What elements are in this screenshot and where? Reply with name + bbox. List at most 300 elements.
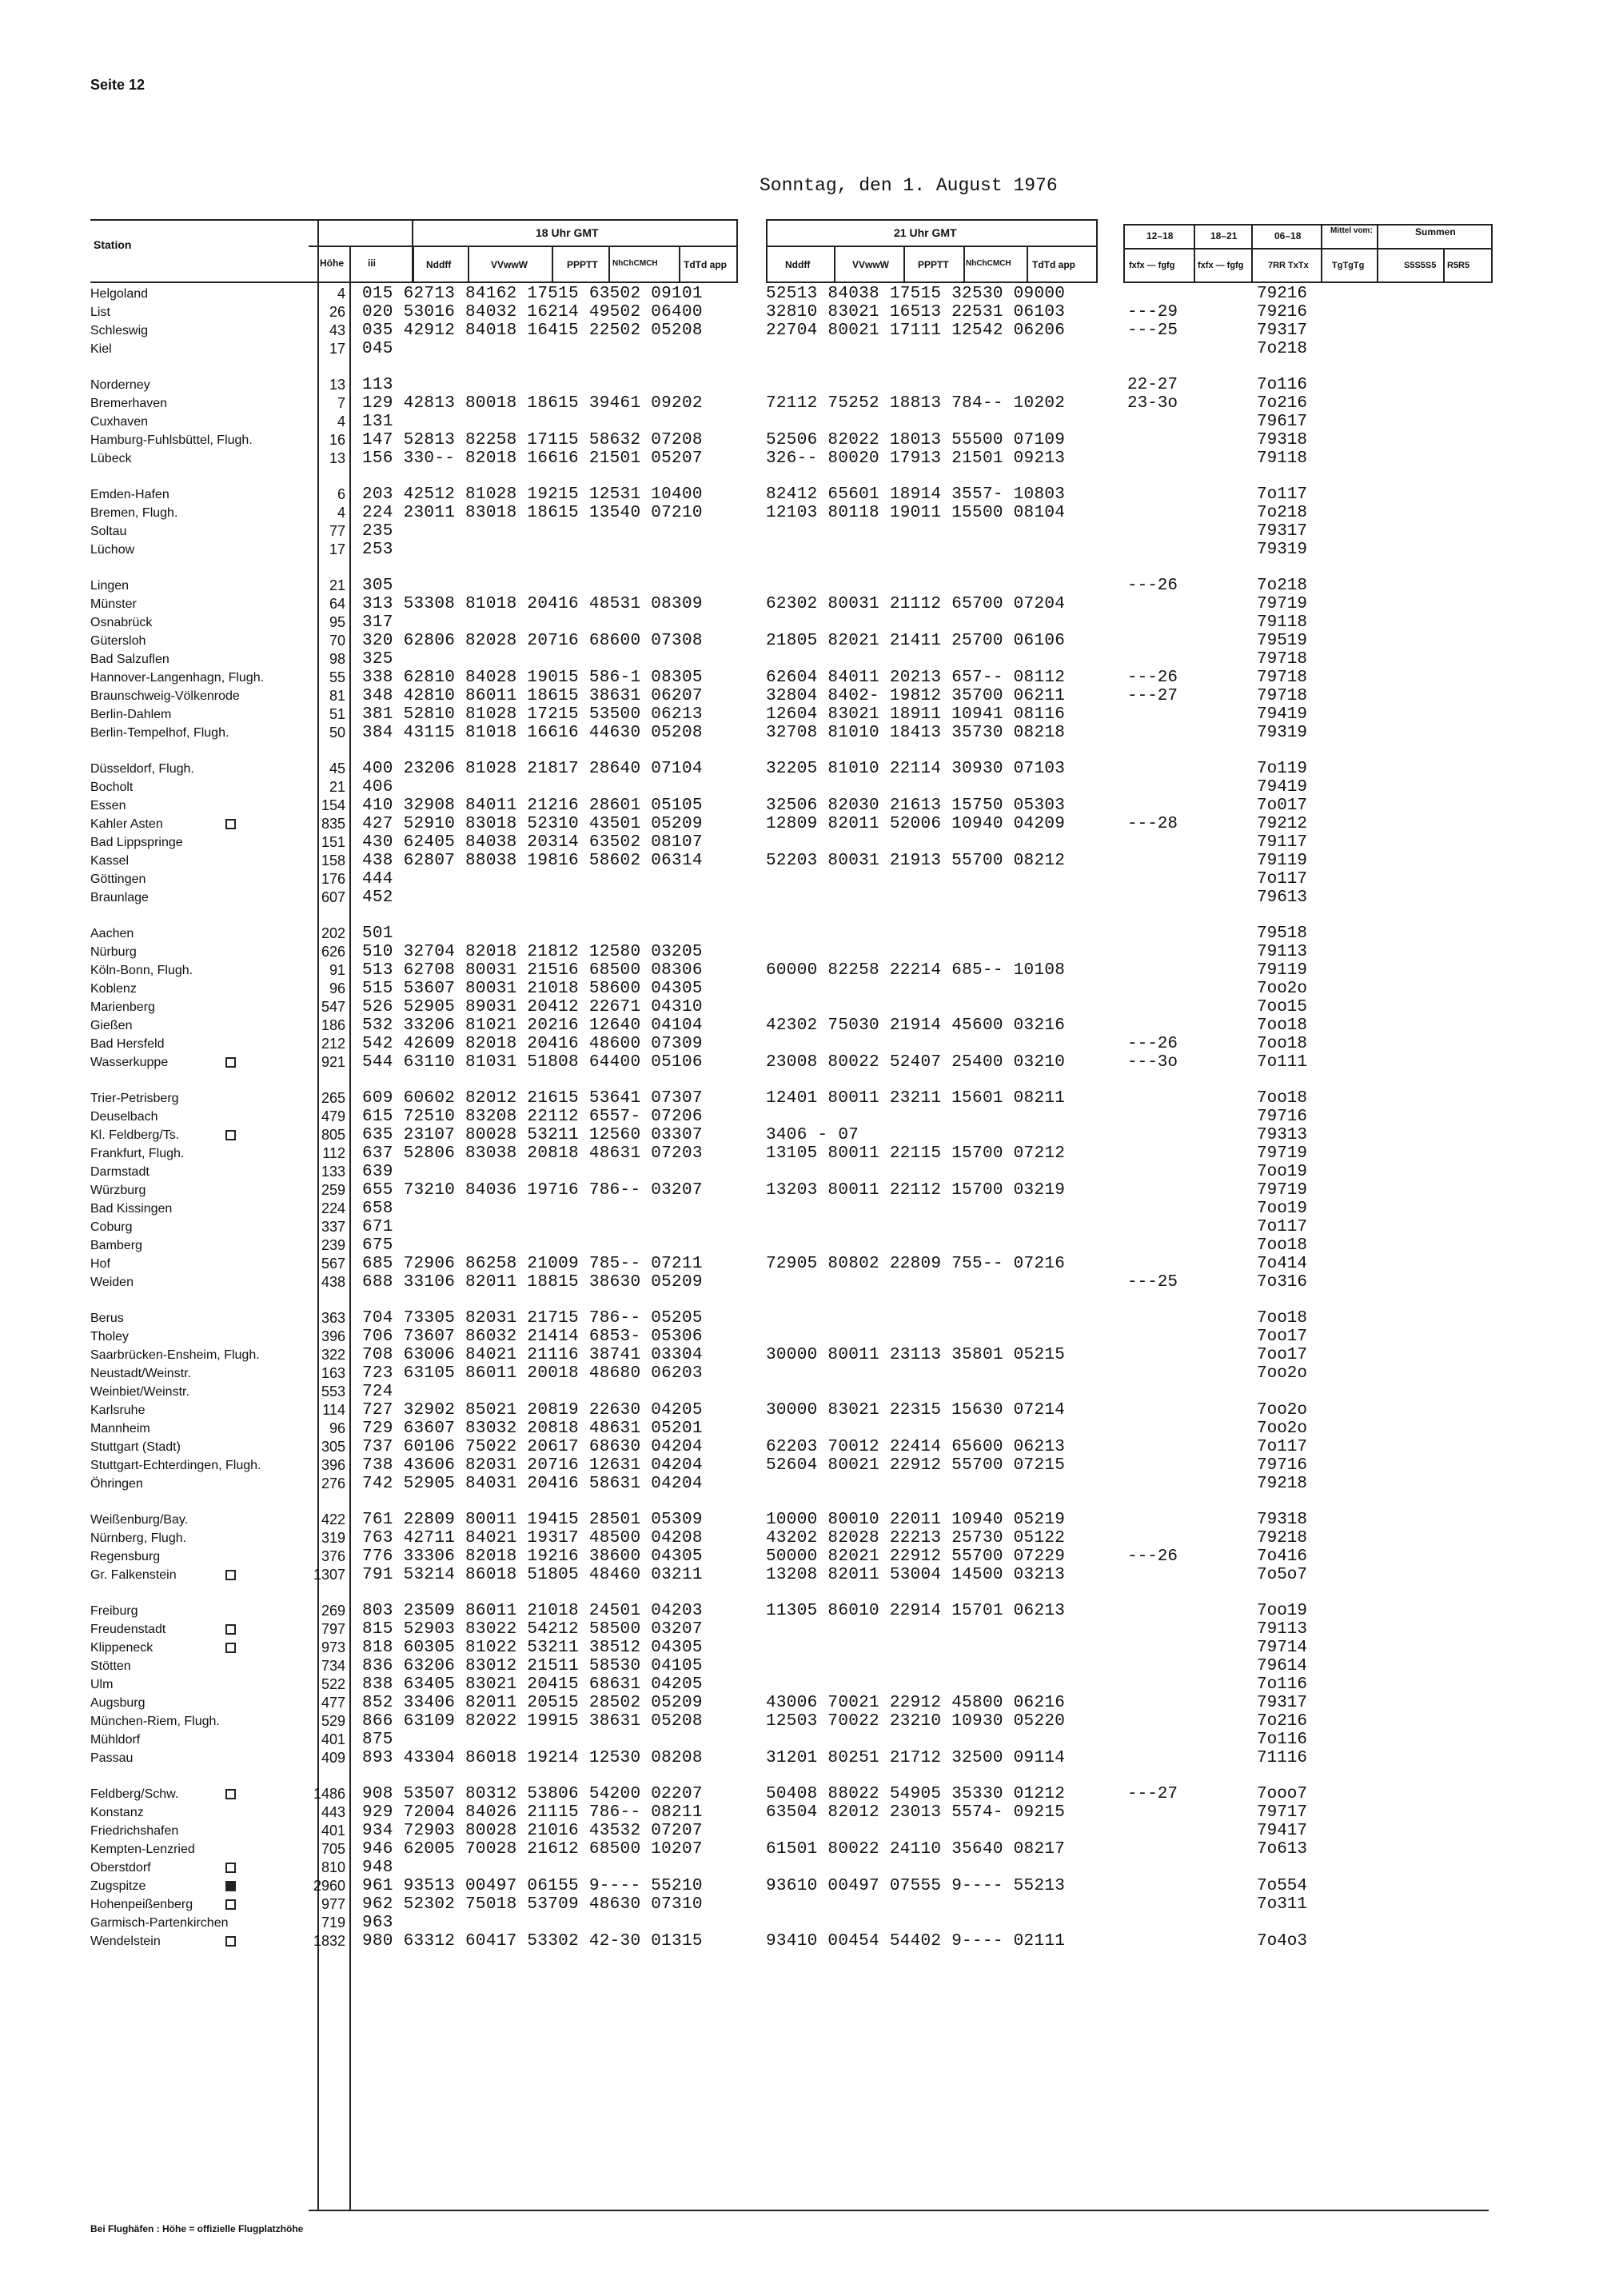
table-row — [0, 943, 1599, 961]
station-height: 719 — [321, 1915, 345, 1931]
obs-21-uhr: 50408 88022 54905 35330 01212 — [766, 1785, 1066, 1803]
station-name: Feldberg/Schw. — [90, 1787, 179, 1801]
obs-18-uhr: 384 43115 81018 16616 44630 05208 — [362, 724, 703, 742]
station-height: 6 — [337, 486, 345, 502]
mean-value: 79318 — [1257, 1511, 1308, 1529]
wind-gust-value: ---25 — [1127, 1273, 1178, 1292]
table-row — [0, 1053, 1599, 1072]
station-group — [0, 924, 1599, 1072]
obs-21-uhr: 13105 80011 22115 15700 07212 — [766, 1144, 1066, 1163]
station-height: 797 — [321, 1621, 345, 1637]
mean-value: 7oo19 — [1257, 1200, 1308, 1218]
table-row — [0, 504, 1599, 522]
station-height: 51 — [329, 706, 345, 722]
station-height: 96 — [329, 980, 345, 996]
obs-18-uhr: 948 — [362, 1859, 393, 1877]
station-height: 96 — [329, 1420, 345, 1436]
obs-18-uhr: 113 — [362, 376, 393, 394]
station-height: 21 — [329, 779, 345, 795]
table-row — [0, 376, 1599, 394]
obs-18-uhr: 803 23509 86011 21018 24501 04203 — [362, 1602, 703, 1620]
obs-18-uhr: 313 53308 81018 20416 48531 08309 — [362, 595, 703, 613]
station-name: Stuttgart-Echterdingen, Flugh. — [90, 1459, 261, 1472]
mean-value: 79613 — [1257, 888, 1308, 907]
station-height: 55 — [329, 669, 345, 685]
station-height: 91 — [329, 962, 345, 978]
station-name: Bamberg — [90, 1239, 142, 1252]
mean-value: 7oo2o — [1257, 1420, 1308, 1438]
station-height: 259 — [321, 1182, 345, 1198]
obs-18-uhr: 708 63006 84021 21116 38741 03304 — [362, 1346, 703, 1364]
header-col-ppptt: PPPTT — [567, 259, 598, 270]
obs-21-uhr: 12103 80118 19011 15500 08104 — [766, 504, 1066, 522]
station-name: Berlin-Dahlem — [90, 708, 172, 721]
obs-18-uhr: 980 63312 60417 53302 42-30 01315 — [362, 1932, 703, 1951]
station-height: 363 — [321, 1310, 345, 1326]
station-name: Mühldorf — [90, 1733, 141, 1747]
obs-21-uhr: 93410 00454 54402 9---- 02111 — [766, 1932, 1066, 1951]
table-row — [0, 1273, 1599, 1292]
obs-18-uhr: 738 43606 82031 20716 12631 04204 — [362, 1456, 703, 1475]
obs-21-uhr: 72112 75252 18813 784-- 10202 — [766, 394, 1066, 413]
mean-value: 79518 — [1257, 924, 1308, 943]
obs-18-uhr: 438 62807 88038 19816 58602 06314 — [362, 852, 703, 870]
mean-value: 7o613 — [1257, 1840, 1308, 1859]
page-number: Seite 12 — [90, 77, 146, 93]
mean-value: 7oo19 — [1257, 1602, 1308, 1620]
station-height: 7 — [337, 395, 345, 411]
obs-18-uhr: 317 — [362, 613, 393, 632]
station-name: Freudenstadt — [90, 1623, 166, 1636]
station-name: Zugspitze — [90, 1879, 146, 1893]
table-row — [0, 1822, 1599, 1840]
station-table — [0, 285, 1599, 1968]
obs-21-uhr: 30000 80011 23113 35801 05215 — [766, 1346, 1066, 1364]
header-hoehe: Höhe — [320, 258, 344, 269]
station-height: 70 — [329, 633, 345, 649]
station-height: 43 — [329, 322, 345, 338]
table-row — [0, 522, 1599, 541]
obs-21-uhr: 12809 82011 52006 10940 04209 — [766, 815, 1066, 833]
mean-value: 79719 — [1257, 1144, 1308, 1163]
mean-value: 79419 — [1257, 778, 1308, 797]
obs-18-uhr: 224 23011 83018 18615 13540 07210 — [362, 504, 703, 522]
table-row — [0, 1895, 1599, 1914]
obs-21-uhr: 42302 75030 21914 45600 03216 — [766, 1016, 1066, 1035]
mean-value: 79718 — [1257, 650, 1308, 669]
mean-value: 79417 — [1257, 1822, 1308, 1840]
station-name: Ulm — [90, 1678, 114, 1691]
mean-value: 7oo2o — [1257, 1364, 1308, 1383]
station-height: 21 — [329, 577, 345, 593]
obs-21-uhr: 62604 84011 20213 657-- 08112 — [766, 669, 1066, 687]
station-name: Wasserkuppe — [90, 1056, 169, 1069]
mean-value: 79216 — [1257, 303, 1308, 321]
table-row — [0, 1932, 1599, 1951]
table-row — [0, 1840, 1599, 1859]
table-row — [0, 1420, 1599, 1438]
mean-value: 7oo2o — [1257, 980, 1308, 998]
header-station: Station — [94, 238, 132, 251]
table-row — [0, 1694, 1599, 1712]
wind-gust-value: ---27 — [1127, 1785, 1178, 1803]
table-row — [0, 1236, 1599, 1255]
obs-21-uhr: 82412 65601 18914 3557- 10803 — [766, 485, 1066, 504]
station-height: 401 — [321, 1731, 345, 1747]
station-name: Weinbiet/Weinstr. — [90, 1385, 189, 1399]
station-name: Cuxhaven — [90, 415, 149, 429]
station-height: 98 — [329, 651, 345, 667]
table-row — [0, 1383, 1599, 1401]
station-name: Braunlage — [90, 891, 149, 904]
station-height: 401 — [321, 1823, 345, 1839]
obs-18-uhr: 400 23206 81028 21817 28640 07104 — [362, 760, 703, 778]
obs-18-uhr: 325 — [362, 650, 393, 669]
table-row — [0, 485, 1599, 504]
obs-18-uhr: 946 62005 70028 21612 68500 10207 — [362, 1840, 703, 1859]
obs-21-uhr: 10000 80010 22011 10940 05219 — [766, 1511, 1066, 1529]
header-col-nddff: Nddff — [426, 259, 452, 270]
header-21-uhr: 21 Uhr GMT — [894, 226, 957, 239]
page-title: Sonntag, den 1. August 1976 — [760, 175, 1058, 196]
obs-18-uhr: 639 — [362, 1163, 393, 1181]
obs-18-uhr: 961 93513 00497 06155 9---- 55210 — [362, 1877, 703, 1895]
station-name: Bocholt — [90, 781, 134, 794]
mean-value: 79717 — [1257, 1803, 1308, 1822]
station-name: Essen — [90, 799, 126, 813]
station-height: 77 — [329, 523, 345, 539]
obs-18-uhr: 235 — [362, 522, 393, 541]
station-group — [0, 376, 1599, 468]
obs-18-uhr: 203 42512 81028 19215 12531 10400 — [362, 485, 703, 504]
station-height: 4 — [337, 286, 345, 301]
obs-18-uhr: 338 62810 84028 19015 586-1 08305 — [362, 669, 703, 687]
table-row — [0, 1401, 1599, 1420]
station-height: 154 — [321, 797, 345, 813]
obs-18-uhr: 156 330-- 82018 16616 21501 05207 — [362, 449, 703, 468]
wind-gust-value: 22-27 — [1127, 376, 1178, 394]
station-name: Kiel — [90, 342, 112, 356]
mean-value: 7ooo7 — [1257, 1785, 1308, 1803]
table-row — [0, 1657, 1599, 1675]
station-height: 305 — [321, 1439, 345, 1455]
station-name: München-Riem, Flugh. — [90, 1715, 220, 1728]
obs-18-uhr: 406 — [362, 778, 393, 797]
station-height: 805 — [321, 1127, 345, 1143]
mean-value: 79319 — [1257, 724, 1308, 742]
table-row — [0, 760, 1599, 778]
obs-18-uhr: 908 53507 80312 53806 54200 02207 — [362, 1785, 703, 1803]
station-name: Berlin-Tempelhof, Flugh. — [90, 726, 229, 740]
table-row — [0, 1181, 1599, 1200]
station-name: Bremerhaven — [90, 397, 168, 410]
table-row — [0, 431, 1599, 449]
station-name: Regensburg — [90, 1550, 161, 1563]
obs-18-uhr: 444 — [362, 870, 393, 888]
table-row — [0, 797, 1599, 815]
station-name: Hamburg-Fuhlsbüttel, Flugh. — [90, 433, 253, 447]
station-name: Bad Hersfeld — [90, 1037, 165, 1051]
table-row — [0, 1529, 1599, 1547]
obs-18-uhr: 866 63109 82022 19915 38631 05208 — [362, 1712, 703, 1731]
obs-18-uhr: 963 — [362, 1914, 393, 1932]
obs-18-uhr: 430 62405 84038 20314 63502 08107 — [362, 833, 703, 852]
station-name: Friedrichshafen — [90, 1824, 179, 1838]
station-height: 13 — [329, 450, 345, 466]
obs-18-uhr: 737 60106 75022 20617 68630 04204 — [362, 1438, 703, 1456]
table-row — [0, 303, 1599, 321]
obs-18-uhr: 763 42711 84021 19317 48500 04208 — [362, 1529, 703, 1547]
mean-value: 79218 — [1257, 1475, 1308, 1493]
obs-18-uhr: 253 — [362, 541, 393, 559]
table-row — [0, 394, 1599, 413]
station-name: Helgoland — [90, 287, 149, 301]
station-name: Trier-Petrisberg — [90, 1092, 179, 1105]
mean-value: 79716 — [1257, 1108, 1308, 1126]
station-name: Norderney — [90, 378, 150, 392]
station-height: 112 — [322, 1145, 345, 1161]
obs-18-uhr: 513 62708 80031 21516 68500 08306 — [362, 961, 703, 980]
station-height: 547 — [321, 999, 345, 1015]
table-row — [0, 1200, 1599, 1218]
obs-21-uhr: 50000 82021 22912 55700 07229 — [766, 1547, 1066, 1566]
open-square-marker — [225, 819, 236, 829]
obs-21-uhr: 32205 81010 22114 30930 07103 — [766, 760, 1066, 778]
station-name: Koblenz — [90, 982, 137, 996]
obs-18-uhr: 147 52813 82258 17115 58632 07208 — [362, 431, 703, 449]
obs-18-uhr: 723 63105 86011 20018 48680 06203 — [362, 1364, 703, 1383]
obs-18-uhr: 544 63110 81031 51808 64400 05106 — [362, 1053, 703, 1072]
station-height: 1486 — [313, 1786, 345, 1802]
mean-value: 79216 — [1257, 285, 1308, 303]
table-row — [0, 961, 1599, 980]
table-row — [0, 1675, 1599, 1694]
obs-18-uhr: 675 — [362, 1236, 393, 1255]
table-row — [0, 595, 1599, 613]
obs-18-uhr: 818 60305 81022 53211 38512 04305 — [362, 1639, 703, 1657]
table-row — [0, 1346, 1599, 1364]
station-height: 626 — [321, 944, 345, 960]
station-name: Lübeck — [90, 452, 132, 465]
wind-gust-value: ---25 — [1127, 321, 1178, 340]
open-square-marker — [225, 1057, 236, 1068]
obs-21-uhr: 13203 80011 22112 15700 03219 — [766, 1181, 1066, 1200]
station-height: 438 — [321, 1274, 345, 1290]
station-group — [0, 1309, 1599, 1493]
obs-18-uhr: 934 72903 80028 21016 43532 07207 — [362, 1822, 703, 1840]
station-height: 1307 — [313, 1567, 345, 1583]
mean-value: 79716 — [1257, 1456, 1308, 1475]
station-name: Gießen — [90, 1019, 133, 1032]
table-row — [0, 724, 1599, 742]
station-height: 212 — [321, 1036, 345, 1052]
station-height: 337 — [321, 1219, 345, 1235]
station-height: 26 — [329, 304, 345, 320]
station-name: Lüchow — [90, 543, 135, 557]
mean-value: 7o116 — [1257, 1675, 1308, 1694]
header-18-uhr: 18 Uhr GMT — [536, 226, 599, 239]
station-height: 396 — [321, 1457, 345, 1473]
obs-18-uhr: 035 42912 84018 16415 22502 05208 — [362, 321, 703, 340]
obs-18-uhr: 129 42813 80018 18615 39461 09202 — [362, 394, 703, 413]
table-row — [0, 650, 1599, 669]
station-height: 81 — [329, 688, 345, 704]
header-col21-vvwww: VVwwW — [852, 259, 890, 270]
station-height: 202 — [321, 925, 345, 941]
mean-value: 79317 — [1257, 321, 1308, 340]
mean-value: 79113 — [1257, 943, 1308, 961]
table-row — [0, 1144, 1599, 1163]
mean-value: 7oo18 — [1257, 1309, 1308, 1328]
station-height: 50 — [329, 725, 345, 741]
obs-18-uhr: 815 52903 83022 54212 58500 03207 — [362, 1620, 703, 1639]
table-row — [0, 888, 1599, 907]
table-row — [0, 1108, 1599, 1126]
table-row — [0, 980, 1599, 998]
obs-18-uhr: 929 72004 84026 21115 786-- 08211 — [362, 1803, 703, 1822]
station-name: Bad Kissingen — [90, 1202, 173, 1216]
station-height: 45 — [329, 761, 345, 777]
station-name: Kempten-Lenzried — [90, 1843, 195, 1856]
table-row — [0, 870, 1599, 888]
mean-value: 79317 — [1257, 1694, 1308, 1712]
mean-value: 7o017 — [1257, 797, 1308, 815]
station-height: 4 — [337, 505, 345, 521]
station-height: 17 — [329, 541, 345, 557]
table-row — [0, 1914, 1599, 1932]
mean-value: 79313 — [1257, 1126, 1308, 1144]
table-row — [0, 1456, 1599, 1475]
station-name: Kassel — [90, 854, 130, 868]
table-row — [0, 1438, 1599, 1456]
obs-18-uhr: 685 72906 86258 21009 785-- 07211 — [362, 1255, 703, 1273]
table-row — [0, 1475, 1599, 1493]
station-name: Marienberg — [90, 1000, 155, 1014]
open-square-marker — [225, 1936, 236, 1947]
table-row — [0, 998, 1599, 1016]
obs-18-uhr: 852 33406 82011 20515 28502 05209 — [362, 1694, 703, 1712]
station-name: Passau — [90, 1751, 134, 1765]
header-sub-6: R5R5 — [1447, 261, 1470, 270]
mean-value: 7o116 — [1257, 1731, 1308, 1749]
mean-value: 79714 — [1257, 1639, 1308, 1657]
station-height: 64 — [329, 596, 345, 612]
station-height: 2960 — [313, 1878, 345, 1894]
header-summen: Summen — [1415, 226, 1456, 238]
station-height: 607 — [321, 889, 345, 905]
obs-18-uhr: 706 73607 86032 21414 6853- 05306 — [362, 1328, 703, 1346]
station-group — [0, 577, 1599, 742]
mean-value: 7o117 — [1257, 870, 1308, 888]
table-row — [0, 687, 1599, 705]
station-name: Gr. Falkenstein — [90, 1568, 177, 1582]
table-row — [0, 1089, 1599, 1108]
obs-18-uhr: 688 33106 82011 18815 38630 05209 — [362, 1273, 703, 1292]
mean-value: 7o416 — [1257, 1547, 1308, 1566]
obs-21-uhr: 30000 83021 22315 15630 07214 — [766, 1401, 1066, 1420]
obs-18-uhr: 655 73210 84036 19716 786-- 03207 — [362, 1181, 703, 1200]
obs-18-uhr: 729 63607 83032 20818 48631 05201 — [362, 1420, 703, 1438]
obs-18-uhr: 962 52302 75018 53709 48630 07310 — [362, 1895, 703, 1914]
obs-21-uhr: 32810 83021 16513 22531 06103 — [766, 303, 1066, 321]
station-height: 13 — [329, 377, 345, 393]
mean-value: 7o216 — [1257, 394, 1308, 413]
wind-gust-value: ---26 — [1127, 1547, 1178, 1566]
station-name: Freiburg — [90, 1604, 138, 1618]
station-name: Tholey — [90, 1330, 130, 1344]
obs-18-uhr: 615 72510 83208 22112 6557- 07206 — [362, 1108, 703, 1126]
wind-gust-value: ---3o — [1127, 1053, 1178, 1072]
mean-value: 79212 — [1257, 815, 1308, 833]
station-name: Soltau — [90, 525, 127, 538]
mean-value: 7oo19 — [1257, 1163, 1308, 1181]
header-sub-2: fxfx — fgfg — [1198, 261, 1244, 270]
station-name: Aachen — [90, 927, 134, 940]
table-row — [0, 1620, 1599, 1639]
obs-18-uhr: 671 — [362, 1218, 393, 1236]
mean-value: 7oo15 — [1257, 998, 1308, 1016]
station-height: 529 — [321, 1713, 345, 1729]
station-height: 95 — [329, 614, 345, 630]
station-name: Stötten — [90, 1659, 131, 1673]
mean-value: 79118 — [1257, 613, 1308, 632]
obs-18-uhr: 501 — [362, 924, 393, 943]
station-height: 186 — [321, 1017, 345, 1033]
mean-value: 7o218 — [1257, 340, 1308, 358]
table-row — [0, 815, 1599, 833]
wind-gust-value: 23-3o — [1127, 394, 1178, 413]
obs-18-uhr: 526 52905 89031 20412 22671 04310 — [362, 998, 703, 1016]
station-height: 265 — [321, 1090, 345, 1106]
station-height: 734 — [321, 1658, 345, 1674]
mean-value: 7oo2o — [1257, 1401, 1308, 1420]
station-group — [0, 485, 1599, 559]
obs-21-uhr: 12604 83021 18911 10941 08116 — [766, 705, 1066, 724]
obs-18-uhr: 532 33206 81021 20216 12640 04104 — [362, 1016, 703, 1035]
table-row — [0, 1602, 1599, 1620]
station-name: Öhringen — [90, 1477, 143, 1491]
station-group — [0, 1785, 1599, 1951]
obs-21-uhr: 31201 80251 21712 32500 09114 — [766, 1749, 1066, 1767]
mean-value: 7oo18 — [1257, 1035, 1308, 1053]
table-row — [0, 1566, 1599, 1584]
obs-21-uhr: 52604 80021 22912 55700 07215 — [766, 1456, 1066, 1475]
mean-value: 79119 — [1257, 961, 1308, 980]
station-name: Würzburg — [90, 1184, 146, 1197]
station-height: 422 — [321, 1511, 345, 1527]
table-row — [0, 1639, 1599, 1657]
station-height: 810 — [321, 1859, 345, 1875]
mean-value: 7oo17 — [1257, 1346, 1308, 1364]
obs-18-uhr: 875 — [362, 1731, 393, 1749]
table-row — [0, 1218, 1599, 1236]
open-square-marker — [225, 1863, 236, 1873]
obs-18-uhr: 742 52905 84031 20416 58631 04204 — [362, 1475, 703, 1493]
mean-value: 7oo17 — [1257, 1328, 1308, 1346]
station-name: Schleswig — [90, 324, 149, 337]
mean-value: 79719 — [1257, 1181, 1308, 1200]
obs-18-uhr: 410 32908 84011 21216 28601 05105 — [362, 797, 703, 815]
obs-21-uhr: 11305 86010 22914 15701 06213 — [766, 1602, 1066, 1620]
obs-18-uhr: 542 42609 82018 20416 48600 07309 — [362, 1035, 703, 1053]
mean-value: 79117 — [1257, 833, 1308, 852]
station-height: 322 — [321, 1347, 345, 1363]
table-row — [0, 1877, 1599, 1895]
station-name: Klippeneck — [90, 1641, 154, 1655]
obs-18-uhr: 658 — [362, 1200, 393, 1218]
obs-21-uhr: 72905 80802 22809 755-- 07216 — [766, 1255, 1066, 1273]
mean-value: 7o117 — [1257, 1438, 1308, 1456]
